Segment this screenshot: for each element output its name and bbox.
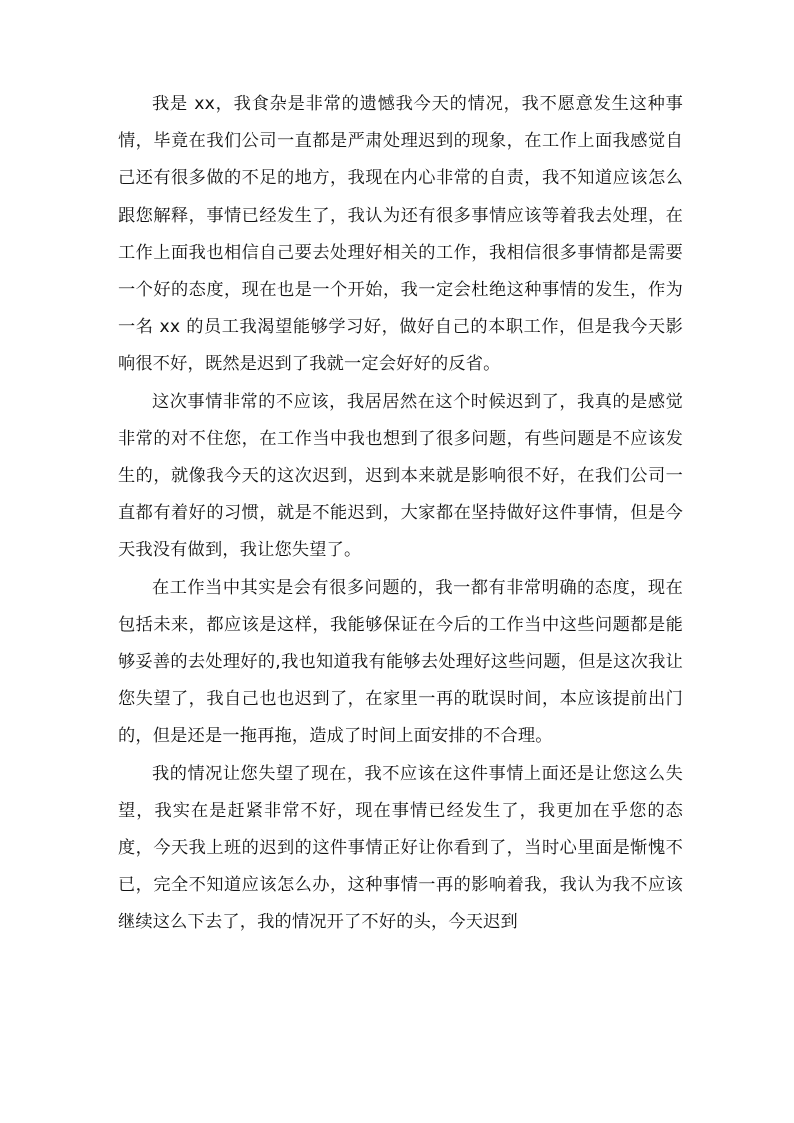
- paragraph-3: 在工作当中其实是会有很多问题的，我一都有非常明确的态度，现在包括未来，都应该是这样，我能够保证在今后的工作当中这些问题都是能够妥善的去处理好的,我也知道我有能够去处理好这些问题，但是这次我让您失望了，我自己也也迟到了，在家里一再的耽误时间，本应该提前出门的，但是还是一拖再拖，造成了时间上面安排的不合理。: [118, 577, 683, 747]
- document-body: [118, 86, 683, 942]
- paragraph-1: 我是 xx，我食杂是非常的遗憾我今天的情况，我不愿意发生这种事情，毕竟在我们公司一直都是严肃处理迟到的现象，在工作上面我感觉自己还有很多做的不足的地方，我现在内心非常的自责，我不知道应该怎么跟您解释，事情已经发生了，我认为还有很多事情应该等着我去处理，在工作上面我也相信自己要去处理好相关的工作，我相信很多事情都是需要一个好的态度，现在也是一个开始，我一定会杜绝这种事情的发生，作为一名 xx 的员工我渴望能够学习好，做好自己的本职工作，但是我今天影响很不好，既然是迟到了我就一定会好好的反省。: [118, 94, 683, 375]
- paragraph-4: 我的情况让您失望了现在，我不应该在这件事情上面还是让您这么失望，我实在是赶紧非常不好，现在事情已经发生了，我更加在乎您的态度，今天我上班的迟到的这件事情正好让你看到了，当时心里面是惭愧不已，完全不知道应该怎么办，这种事情一再的影响着我，我认为我不应该继续这么下去了，我的情况开了不好的头，今天迟到: [118, 763, 683, 933]
- paragraph-2: 这次事情非常的不应该，我居居然在这个时候迟到了，我真的是感觉非常的对不住您，在工作当中我也想到了很多问题，有些问题是不应该发生的，就像我今天的这次迟到，迟到本来就是影响很不好，在我们公司一直都有着好的习惯，就是不能迟到，大家都在坚持做好这件事情，但是今天我没有做到，我让您失望了。: [118, 391, 683, 561]
